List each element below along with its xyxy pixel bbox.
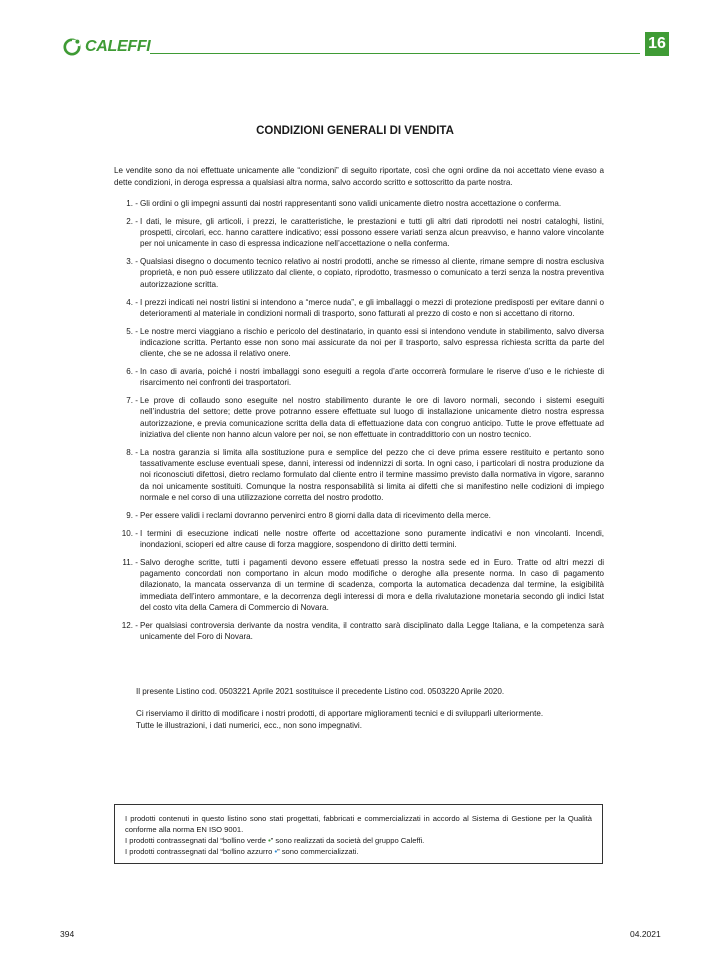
edition-date: 04.2021 <box>630 929 661 939</box>
caleffi-logo-icon <box>63 38 81 56</box>
list-item <box>114 297 604 320</box>
list-item <box>114 510 604 521</box>
item-number: 8. - <box>126 447 138 457</box>
listino-note: Il presente Listino cod. 0503221 Aprile 2021 sostituisce il precedente Listino cod. 0503220 Aprile 2020. <box>136 687 505 696</box>
quality-notice-line: I prodotti contenuti in questo listino sono stati progettati, fabbricati e commercializzati in accordo al Sistema di Gestione per la Qualità conforme alla norma EN ISO 9001. <box>125 814 592 834</box>
item-text: In caso di avaria, poiché i nostri imballaggi sono eseguiti a regola d’arte occorrerà formulare le riserve d’uso e le richieste di risarcimento nei confronti dei trasportatori. <box>140 367 604 388</box>
blue-dot-icon: • <box>274 847 278 856</box>
item-text: I prezzi indicati nei nostri listini si intendono a “merce nuda”, e gli imballaggi o mezzi di protezione predisposti per evitare danni o deterioramenti al materiale in condizioni normali di trasporto, sono fatturati al prezzo di costo e non si accettano di ritorno. <box>140 297 604 318</box>
item-text: Le prove di collaudo sono eseguite nel nostro stabilimento durante le ore di lavoro normali, secondo i sistemi eseguiti nell’industria del settore; dette prove potranno essere effettuate sul luogo di installazione unicamente dietro nostra espressa autorizzazione, e previa comunicazione scritta della data di effettuazione data con congruo anticipo. Tutte le prove effettuate ad iniziativa del cliente non hanno alcun valore per noi, se non effettuate in contraddittorio con un nostro tecnico. <box>140 396 604 440</box>
intro-paragraph: Le vendite sono da noi effettuate unicamente alle “condizioni” di seguito riportate, così che ogni ordine da noi accettato viene evaso a dette condizioni, in deroga espressa a qualsiasi altra norma, salvo accordo scritto e sottoscritto da parte nostra. <box>114 166 604 187</box>
item-text: Le nostre merci viaggiano a rischio e pericolo del destinatario, in quanto essi si intendono vendute in stabilimento, salvo diversa indicazione scritta. Pertanto esse non sono mai assicurate da noi per il trasporto, salvo espressa richiesta scritta da parte del cliente, che se ne adossa il relativo onere. <box>140 326 604 359</box>
brand-name: CALEFFI <box>85 38 151 55</box>
item-text: Per qualsiasi controversia derivante da nostra vendita, il contratto sarà disciplinato dalla Legge Italiana, e la competenza sarà unicamente del Foro di Novara. <box>140 620 604 641</box>
list-item <box>114 216 604 250</box>
item-number: 9. - <box>126 510 138 520</box>
list-item <box>114 528 604 551</box>
conditions-list <box>114 198 604 649</box>
list-item <box>114 256 604 290</box>
header-rule <box>150 53 640 54</box>
list-item <box>114 447 604 503</box>
quality-notice-box <box>114 804 603 864</box>
item-text: I termini di esecuzione indicati nelle nostre offerte od accettazione sono puramente indicativi e non vincolanti. Incendi, inondazioni, scioperi ed altre cause di forza maggiore, sospendono di diritto detti termini. <box>140 528 604 549</box>
page-title: CONDIZIONI GENERALI DI VENDITA <box>256 125 454 137</box>
list-item <box>114 198 604 209</box>
list-item <box>114 620 604 643</box>
page-header <box>60 32 670 60</box>
item-text: Salvo deroghe scritte, tutti i pagamenti devono essere effetuati presso la nostra sede ed in Euro. Tratte od altri mezzi di pagamento concordati non comportano in alcun modo modifiche o deroghe alla presente norma. In caso di pagamento dilazionato, la mancata osservanza di un termine di scadenza, comporta la automatica decadenza dal termine, la esigibilità immediata dell’intero ammontare, e la decorrenza degli interessi di mora e della rivalutazione monetaria secondo gli indici Istat del costo vita della Camera di Commercio di Novara. <box>140 557 604 612</box>
rights-note-line: Ci riserviamo il diritto di modificare i nostri prodotti, di apportare miglioramenti tecnici e di svilupparli ulteriormente. <box>136 709 544 718</box>
item-number: 3. - <box>126 257 138 267</box>
green-dot-text: I prodotti contrassegnati dal “bollino verde <box>125 836 269 845</box>
green-dot-line <box>125 835 592 846</box>
item-number: 6. - <box>126 367 138 377</box>
item-number: 1. - <box>126 199 138 208</box>
item-number: 2. - <box>126 216 138 226</box>
green-dot-icon: • <box>268 836 271 845</box>
green-dot-text-end: ” sono realizzati da società del gruppo Caleffi. <box>270 836 425 845</box>
item-text: La nostra garanzia si limita alla sostituzione pura e semplice del pezzo che ci deve prima essere restituito e pertanto sono tassativamente escluse eventuali spese, danni, interessi od indennizzi di sorta. In ogni caso, i particolari di nostra produzione da noi riconosciuti difettosi, dietro reclamo formulato dal cliente entro il termine massimo previsto dalla normativa in vigore, saranno da noi unicamente sostituiti. Comunque la nostra responsabilità si limita ai difetti che si manifestino nelle codizioni di impiego normale e nel corso di una utilizzazione corretta del nostro prodotto. <box>140 447 604 503</box>
item-number: 12. - <box>121 620 138 630</box>
list-item <box>114 395 604 440</box>
blue-dot-text-end: ” sono commercializzati. <box>277 847 359 856</box>
item-number: 4. - <box>126 297 138 307</box>
item-number: 10. - <box>121 528 138 538</box>
item-text: I dati, le misure, gli articoli, i prezzi, le caratteristiche, le prestazioni e tutti gli altri dati riprodotti nei nostri cataloghi, listini, prospetti, circolari, ecc. hanno carattere indicativo; essi possono essere variati senza alcun preavviso, e hanno valore vincolante per noi unicamente in caso di espressa indicazione nell’accettazione o nella conferma. <box>140 216 604 249</box>
rights-note <box>136 708 606 731</box>
caleffi-logo <box>63 38 150 56</box>
item-text: Per essere validi i reclami dovranno pervenirci entro 8 giorni dalla data di ricevimento della merce. <box>140 510 491 520</box>
item-number: 7. - <box>126 396 138 406</box>
item-number: 5. - <box>126 326 138 336</box>
rights-note-line: Tutte le illustrazioni, i dati numerici, ecc., non sono impegnativi. <box>136 720 362 730</box>
item-text: Gli ordini o gli impegni assunti dai nostri rappresentanti sono validi unicamente dietro nostra accettazione o conferma. <box>140 199 562 208</box>
list-item <box>114 326 604 360</box>
page-number: 394 <box>60 929 75 939</box>
blue-dot-line <box>125 846 592 857</box>
blue-dot-text: I prodotti contrassegnati dal “bollino azzurro <box>125 847 275 856</box>
item-text: Qualsiasi disegno o documento tecnico relativo ai nostri prodotti, anche se rimesso al cliente, rimane sempre di nostra esclusiva proprietà, e non può essere utilizzato dal cliente, o copiato, riprodotto, trasmesso o comunicato a terzi senza la nostra preventiva autorizzazione scritta. <box>140 257 604 289</box>
section-badge: 16 <box>645 32 669 56</box>
list-item <box>114 366 604 389</box>
item-number: 11. - <box>122 557 138 567</box>
list-item <box>114 557 604 613</box>
